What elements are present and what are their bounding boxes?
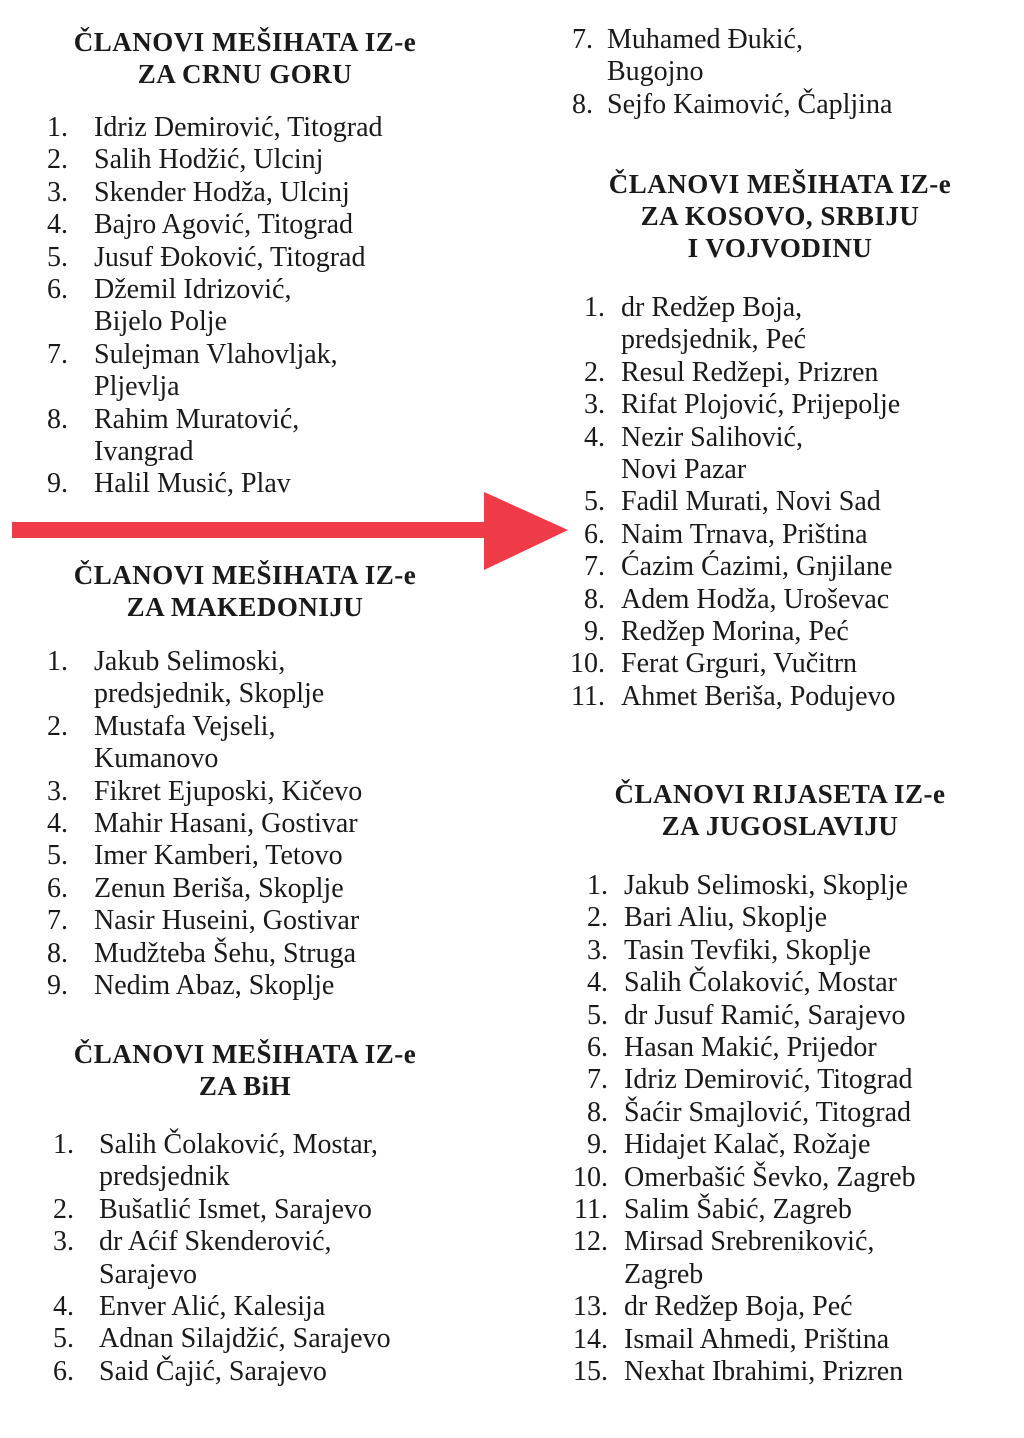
list-item	[540, 1064, 1020, 1096]
list-item	[540, 870, 1020, 902]
item-number: 3.	[53, 1226, 74, 1258]
list-item	[10, 112, 480, 144]
item-number: 2.	[584, 356, 605, 388]
list-item	[10, 404, 480, 469]
item-number: 7.	[587, 1064, 608, 1096]
item-number: 4.	[47, 209, 68, 241]
item-text: Mudžteba Šehu, Struga	[94, 937, 357, 969]
item-text: Salim Šabić, Zagreb	[624, 1194, 852, 1226]
item-number: 10.	[570, 648, 605, 680]
item-text: Skender Hodža, Ulcinj	[94, 176, 350, 208]
item-text: Halil Musić, Plav	[94, 468, 291, 500]
list-item	[10, 274, 480, 339]
list-item	[540, 89, 1020, 121]
item-text: Hasan Makić, Prijedor	[624, 1032, 877, 1064]
item-number: 1.	[47, 112, 68, 143]
item-number: 4.	[53, 1291, 74, 1323]
arrow-head	[484, 492, 568, 570]
member-list	[10, 646, 480, 1002]
list-item	[540, 648, 1020, 680]
item-text: Idriz Demirović, Titograd	[94, 112, 383, 143]
item-text: Bušatlić Ismet, Sarajevo	[99, 1193, 372, 1225]
item-text: dr Redžep Boja, Peć	[624, 1291, 853, 1323]
list-item	[10, 873, 480, 905]
list-item	[540, 24, 1020, 89]
item-text: dr Redžep Boja, predsjednik, Peć	[621, 292, 807, 356]
item-number: 6.	[584, 518, 605, 550]
item-number: 3.	[584, 389, 605, 421]
item-text: Salih Čolaković, Mostar, predsjednik	[99, 1129, 378, 1193]
list-item	[10, 1226, 480, 1291]
item-text: Nedim Abaz, Skoplje	[94, 970, 335, 1002]
list-item	[540, 551, 1020, 583]
heading-line: ZA KOSOVO, SRBIJU	[640, 201, 920, 231]
heading-line: ZA BiH	[198, 1071, 292, 1101]
list-item	[10, 711, 480, 776]
heading-line: ZA MAKEDONIJU	[126, 592, 364, 622]
item-text: Ismail Ahmedi, Priština	[624, 1323, 890, 1355]
arrow-right-icon	[12, 492, 572, 572]
section-crna-gora	[10, 26, 480, 501]
list-item	[540, 1129, 1020, 1161]
item-number: 6.	[587, 1032, 608, 1064]
list-item	[10, 242, 480, 274]
item-number: 4.	[587, 967, 608, 999]
item-text: Enver Alić, Kalesija	[99, 1291, 326, 1323]
item-number: 3.	[47, 176, 68, 208]
heading-line: ČLANOVI MEŠIHATA IZ-e	[73, 27, 417, 57]
item-text: Ćazim Ćazimi, Gnjilane	[621, 551, 893, 583]
item-number: 5.	[47, 840, 68, 872]
item-text: Imer Kamberi, Tetovo	[94, 840, 343, 872]
list-item	[540, 1356, 1020, 1388]
item-text: Jusuf Đoković, Titograd	[94, 241, 366, 273]
item-number: 13.	[573, 1291, 608, 1323]
section-heading	[10, 26, 480, 90]
item-text: Resul Redžepi, Prizren	[621, 356, 879, 388]
item-text: Nezir Salihović, Novi Pazar	[621, 421, 803, 486]
item-number: 7.	[47, 338, 68, 370]
item-number: 5.	[587, 999, 608, 1031]
list-item	[540, 616, 1020, 648]
item-number: 4.	[47, 808, 68, 840]
list-item	[540, 1194, 1020, 1226]
item-number: 9.	[587, 1129, 608, 1161]
list-item	[10, 970, 480, 1002]
item-text: Idriz Demirović, Titograd	[624, 1064, 913, 1096]
section-bih-continuation	[540, 24, 1020, 121]
list-item	[10, 144, 480, 176]
item-number: 7.	[47, 905, 68, 937]
list-item	[540, 902, 1020, 934]
list-item	[540, 935, 1020, 967]
list-item	[10, 1356, 480, 1388]
item-text: Salih Hodžić, Ulcinj	[94, 144, 324, 176]
section-makedonija	[10, 559, 480, 1002]
item-text: Naim Trnava, Priština	[621, 518, 868, 550]
list-item	[540, 681, 1020, 713]
item-number: 7.	[572, 24, 593, 55]
list-item	[10, 339, 480, 404]
heading-line: ČLANOVI MEŠIHATA IZ-e	[608, 169, 952, 199]
item-text: Redžep Morina, Peć	[621, 616, 849, 648]
item-text: Salih Čolaković, Mostar	[624, 967, 897, 999]
section-heading	[540, 778, 1020, 842]
item-number: 8.	[47, 937, 68, 969]
item-text: Jakub Selimoski, predsjednik, Skoplje	[94, 646, 325, 710]
list-item	[540, 1000, 1020, 1032]
item-number: 8.	[584, 583, 605, 615]
member-list	[10, 112, 480, 501]
list-item	[10, 776, 480, 808]
item-number: 1.	[584, 292, 605, 323]
item-text: dr Aćif Skenderović, Sarajevo	[99, 1226, 332, 1290]
list-item	[540, 1097, 1020, 1129]
item-text: Adnan Silajdžić, Sarajevo	[99, 1323, 391, 1355]
item-text: Hidajet Kalač, Rožaje	[624, 1129, 871, 1161]
item-text: Ferat Grguri, Vučitrn	[621, 648, 858, 680]
item-text: Muhamed Đukić, Bugojno	[607, 24, 803, 88]
section-rijaset-jugoslavija	[540, 778, 1020, 1389]
list-item	[10, 209, 480, 241]
item-text: Jakub Selimoski, Skoplje	[624, 870, 908, 901]
list-item	[540, 519, 1020, 551]
list-item	[540, 1291, 1020, 1323]
item-text: Fikret Ejuposki, Kičevo	[94, 775, 363, 807]
item-number: 3.	[587, 934, 608, 966]
list-item	[540, 292, 1020, 357]
item-number: 8.	[587, 1096, 608, 1128]
list-item	[10, 646, 480, 711]
item-number: 2.	[47, 144, 68, 176]
item-number: 5.	[584, 486, 605, 518]
heading-line: ZA CRNU GORU	[137, 59, 353, 89]
item-number: 9.	[584, 616, 605, 648]
item-text: Rifat Plojović, Prijepolje	[621, 389, 901, 421]
item-number: 9.	[47, 970, 68, 1002]
heading-line: I VOJVODINU	[687, 233, 873, 263]
item-number: 6.	[47, 274, 68, 306]
item-number: 4.	[584, 421, 605, 453]
member-list	[540, 24, 1020, 121]
list-item	[10, 1323, 480, 1355]
list-item	[10, 938, 480, 970]
list-item	[540, 422, 1020, 487]
member-list	[540, 292, 1020, 713]
item-number: 5.	[53, 1323, 74, 1355]
item-text: Tasin Tevfiki, Skoplje	[624, 934, 871, 966]
item-number: 14.	[573, 1323, 608, 1355]
item-text: Mirsad Srebreniković, Zagreb	[624, 1226, 875, 1290]
item-number: 6.	[53, 1355, 74, 1387]
item-text: Nasir Huseini, Gostivar	[94, 905, 360, 937]
item-number: 15.	[573, 1356, 608, 1388]
item-number: 11.	[574, 1194, 608, 1226]
item-number: 9.	[47, 468, 68, 500]
item-number: 2.	[53, 1193, 74, 1225]
item-number: 10.	[573, 1161, 608, 1193]
item-text: dr Jusuf Ramić, Sarajevo	[624, 999, 906, 1031]
list-item	[10, 840, 480, 872]
list-item	[10, 808, 480, 840]
member-list	[540, 870, 1020, 1389]
list-item	[10, 177, 480, 209]
list-item	[540, 1162, 1020, 1194]
heading-line: ČLANOVI MEŠIHATA IZ-e	[73, 1039, 417, 1069]
item-text: Adem Hodža, Uroševac	[621, 583, 890, 615]
list-item	[10, 1291, 480, 1323]
item-text: Sejfo Kaimović, Čapljina	[607, 88, 893, 120]
section-bih	[10, 1038, 480, 1388]
item-number: 3.	[47, 775, 68, 807]
heading-line: ČLANOVI MEŠIHATA IZ-e	[73, 560, 417, 590]
item-text: Šaćir Smajlović, Titograd	[624, 1096, 911, 1128]
list-item	[540, 1226, 1020, 1291]
item-text: Bajro Agović, Titograd	[94, 209, 354, 241]
item-number: 2.	[47, 710, 68, 742]
item-number: 8.	[47, 403, 68, 435]
item-number: 6.	[47, 872, 68, 904]
item-number: 1.	[47, 646, 68, 677]
item-number: 1.	[587, 870, 608, 901]
list-item	[540, 486, 1020, 518]
list-item	[540, 967, 1020, 999]
item-number: 7.	[584, 551, 605, 583]
item-text: Nexhat Ibrahimi, Prizren	[624, 1356, 904, 1388]
item-text: Bari Aliu, Skoplje	[624, 902, 827, 934]
list-item	[540, 1324, 1020, 1356]
item-text: Mustafa Vejseli, Kumanovo	[94, 710, 276, 775]
item-number: 11.	[571, 680, 605, 712]
heading-line: ČLANOVI RIJASETA IZ-e	[614, 779, 946, 809]
arrow-shaft	[12, 522, 490, 538]
item-text: Zenun Beriša, Skoplje	[94, 872, 344, 904]
list-item	[540, 1032, 1020, 1064]
item-number: 12.	[573, 1226, 608, 1258]
list-item	[10, 905, 480, 937]
item-text: Said Čajić, Sarajevo	[99, 1355, 327, 1387]
item-text: Omerbašić Ševko, Zagreb	[624, 1161, 916, 1193]
list-item	[540, 389, 1020, 421]
member-list	[10, 1129, 480, 1388]
section-heading	[10, 1038, 480, 1102]
item-number: 8.	[572, 88, 593, 120]
item-text: Džemil Idrizović, Bijelo Polje	[94, 274, 292, 338]
section-kosovo-srbija-vojvodina	[540, 168, 1020, 713]
item-text: Fadil Murati, Novi Sad	[621, 486, 881, 518]
item-number: 5.	[47, 241, 68, 273]
item-text: Mahir Hasani, Gostivar	[94, 808, 358, 840]
list-item	[10, 1129, 480, 1194]
list-item	[540, 584, 1020, 616]
item-number: 1.	[53, 1129, 74, 1160]
section-heading	[540, 168, 1020, 264]
heading-line: ZA JUGOSLAVIJU	[661, 811, 899, 841]
item-number: 2.	[587, 902, 608, 934]
list-item	[10, 1194, 480, 1226]
item-text: Ahmet Beriša, Podujevo	[621, 680, 896, 712]
item-text: Sulejman Vlahovljak, Pljevlja	[94, 338, 338, 403]
list-item	[540, 357, 1020, 389]
item-text: Rahim Muratović, Ivangrad	[94, 403, 300, 468]
